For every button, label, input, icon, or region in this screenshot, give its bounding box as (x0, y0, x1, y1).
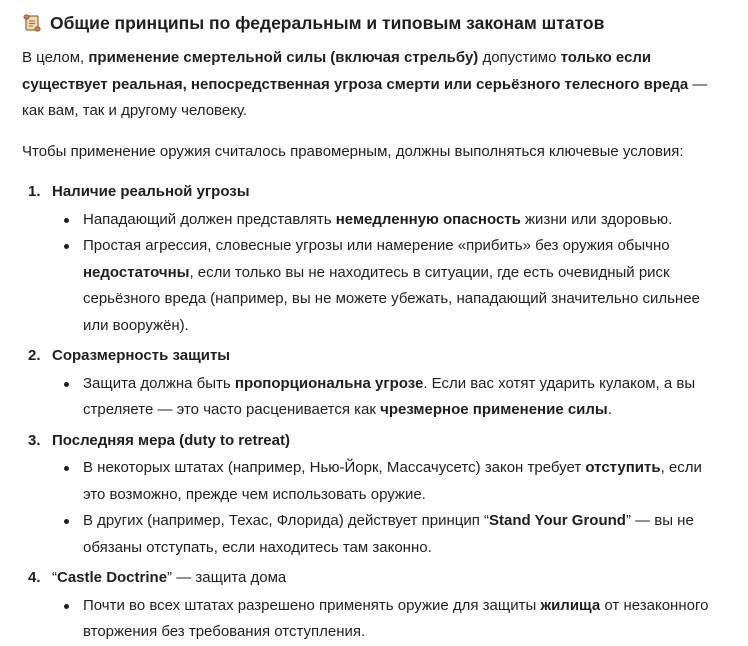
bullet-item: Простая агрессия, словесные угрозы или намерение «прибить» без оружия обычно недостаточны, если только вы не находитесь в ситуации, где есть очевидный риск серьёзного вреда (например, вы не можете убежать, нападающий значительно сильнее или вооружён). (52, 233, 726, 339)
section-heading (22, 9, 726, 37)
list-item (22, 565, 726, 646)
bullet-item: В других (например, Техас, Флорида) действует принцип “Stand Your Ground” — вы не обязаны отступать, если находитесь там законно. (52, 508, 726, 561)
item-number: 3. (28, 431, 41, 449)
bullet-item: Защита должна быть пропорциональна угрозе. Если вас хотят ударить кулаком, а вы стреляете — это часто расценивается как чрезмерное применение силы. (52, 371, 726, 424)
bullet-item: Почти во всех штатах разрешено применять оружие для защиты жилища от незаконного вторжения без требования отступления. (52, 593, 726, 646)
bullet-list (52, 593, 726, 646)
item-title: Последняя мера (duty to retreat) (52, 431, 290, 449)
heading-text: Общие принципы по федеральным и типовым законам штатов (50, 13, 605, 33)
item-number: 1. (28, 183, 41, 200)
bullet-list (52, 455, 726, 561)
list-item (22, 179, 726, 339)
list-item (22, 343, 726, 424)
item-title: “Castle Doctrine” — защита дома (52, 569, 287, 586)
intro-paragraph: В целом, применение смертельной силы (включая стрельбу) допустимо только если существует реальная, непосредственная угроза смерти или серьёзного телесного вреда — как вам, так и другому человеку. (22, 49, 708, 119)
item-title: Наличие реальной угрозы (52, 183, 250, 200)
bullet-list (52, 207, 726, 340)
conditions-list (22, 179, 726, 646)
item-number: 2. (28, 347, 41, 364)
bullet-item: В некоторых штатах (например, Нью-Йорк, Массачусетс) закон требует отступить, если это возможно, прежде чем использовать оружие. (52, 455, 726, 508)
scroll-icon (22, 13, 42, 33)
bullet-item: Нападающий должен представлять немедленную опасность жизни или здоровью. (52, 207, 726, 234)
lead-paragraph: Чтобы применение оружия считалось правомерным, должны выполняться ключевые условия: (22, 142, 684, 160)
item-title: Соразмерность защиты (52, 347, 231, 364)
item-number: 4. (28, 569, 41, 586)
list-item (22, 428, 726, 562)
bullet-list (52, 371, 726, 424)
